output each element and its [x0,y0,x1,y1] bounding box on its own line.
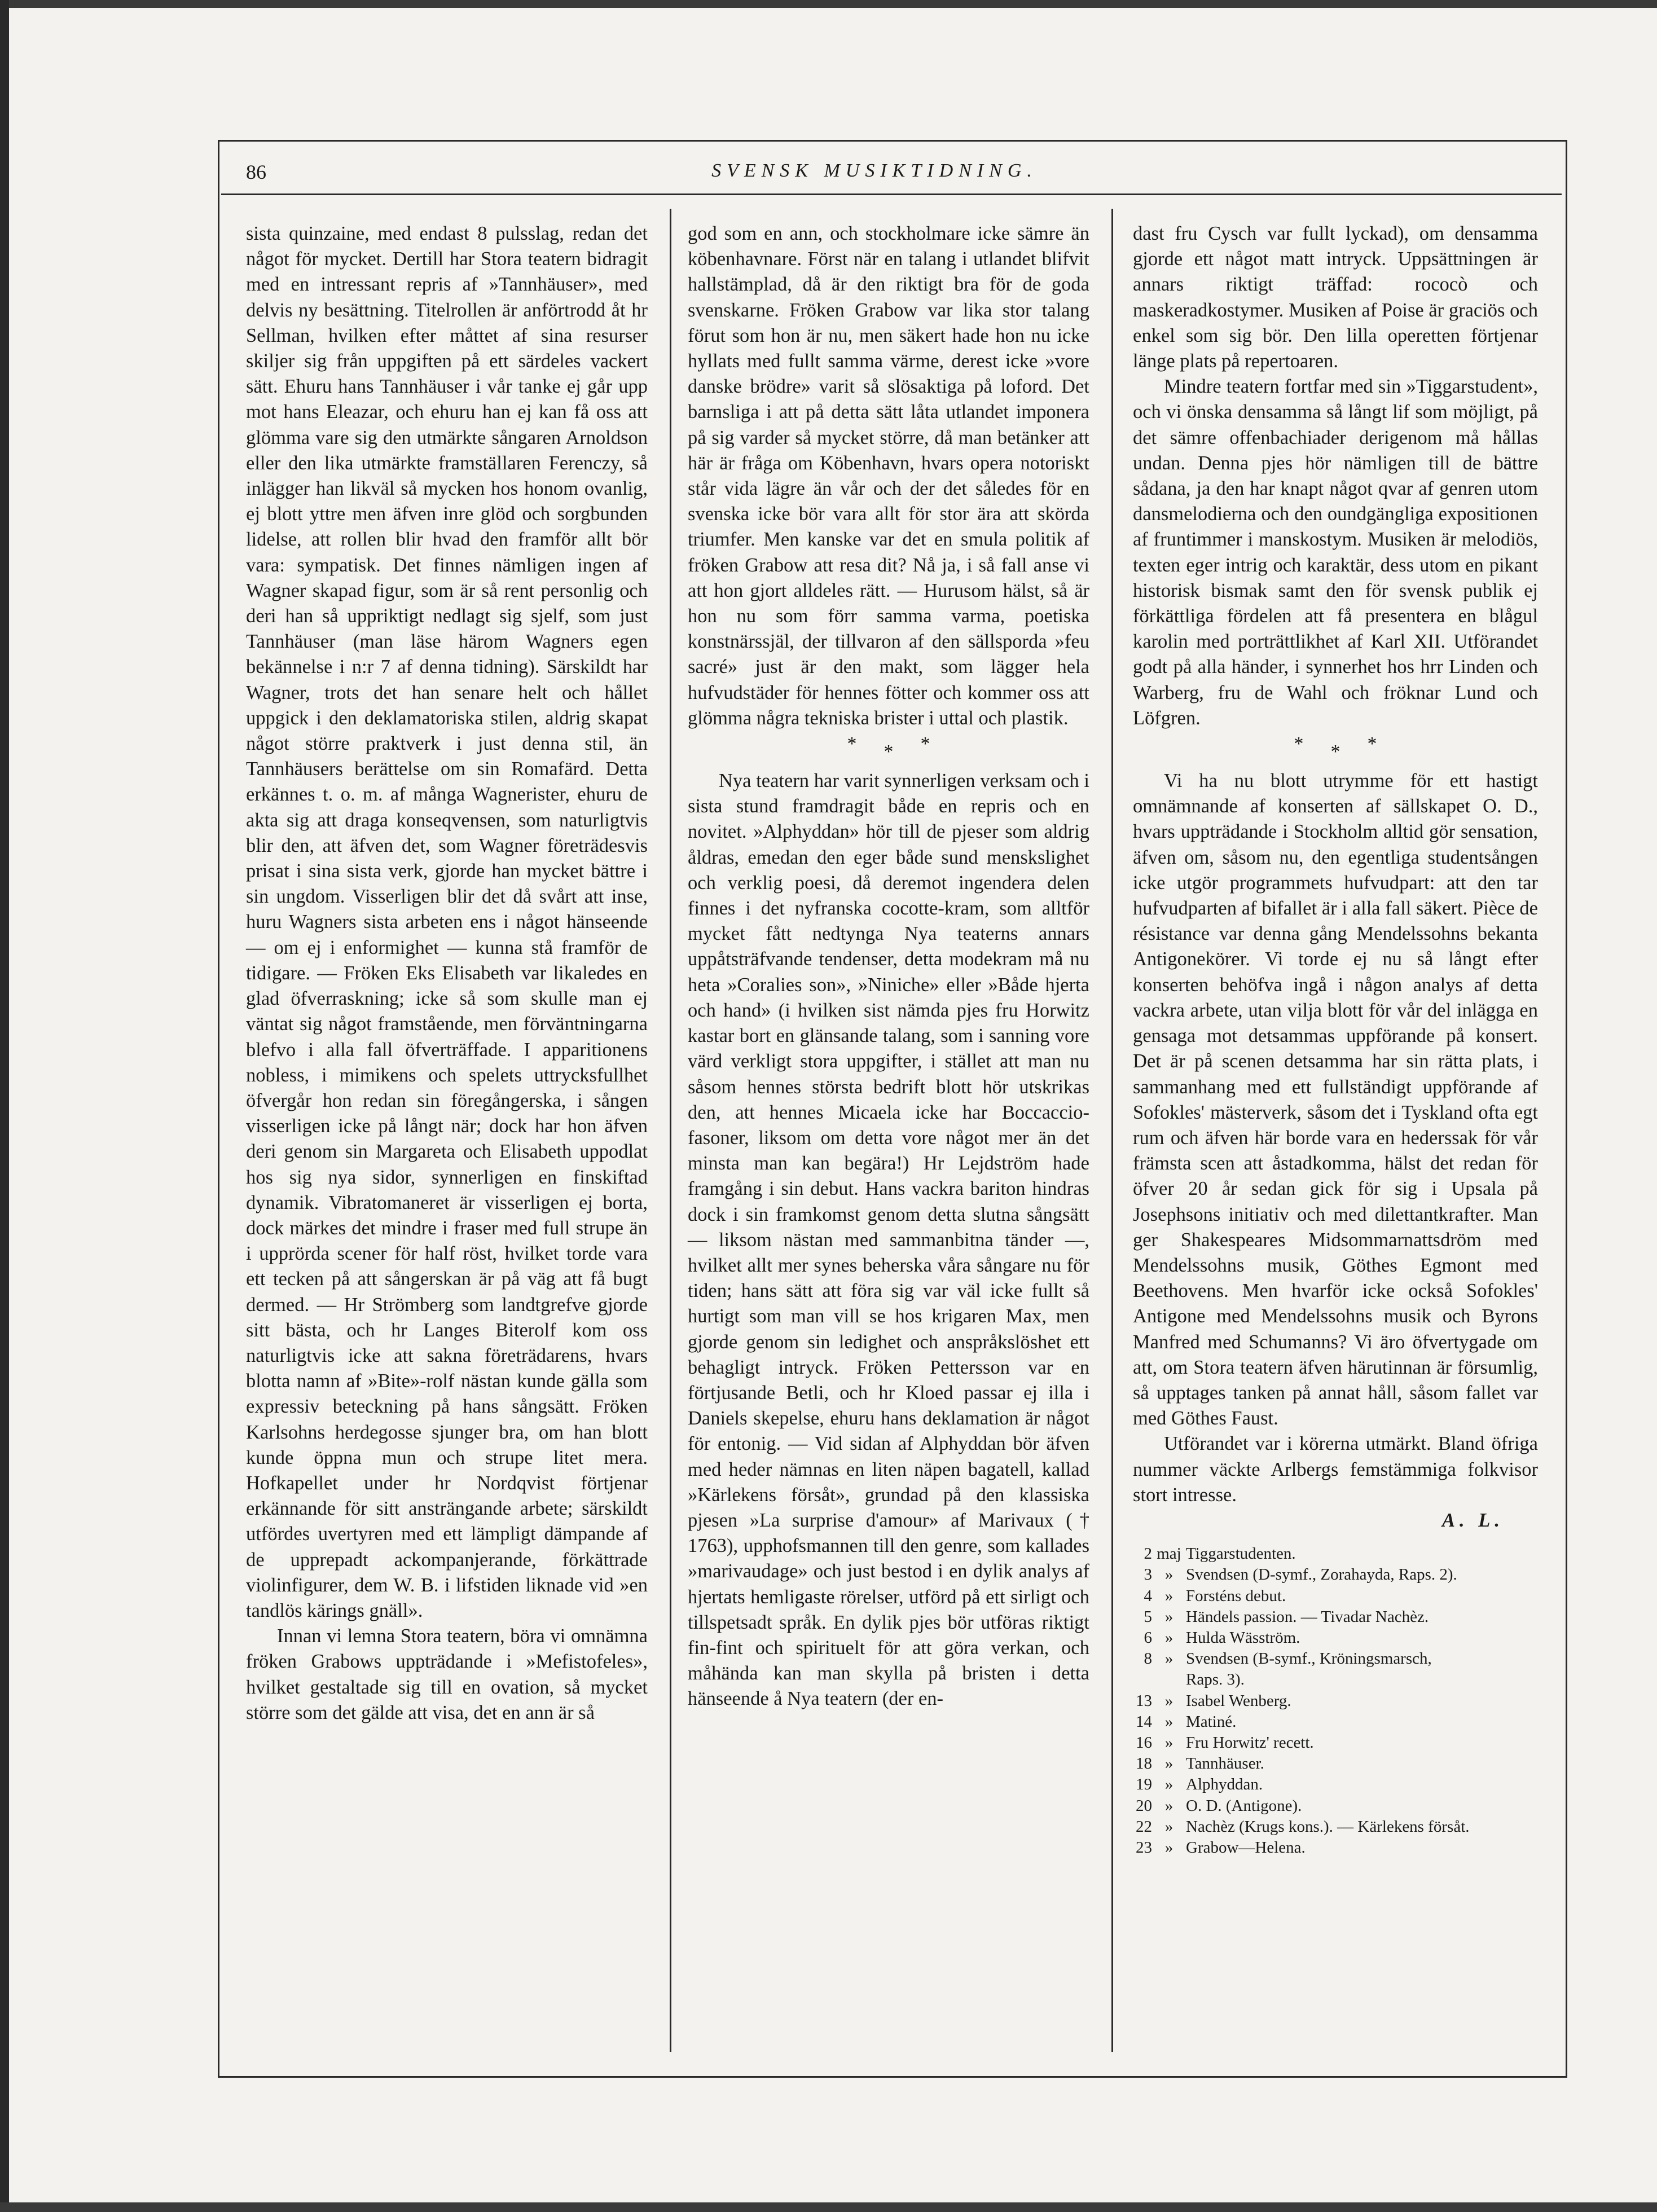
calendar-month: » [1164,1733,1173,1752]
calendar-day: 8 [1144,1650,1152,1668]
author-signature: A. L. [1442,1509,1504,1531]
calendar-month: » [1164,1712,1173,1731]
calendar-row [1133,1753,1538,1774]
section-stars [1133,731,1538,768]
calendar-row [1133,1628,1538,1648]
article-column-3 [1133,221,1538,1858]
calendar-row [1133,1796,1538,1817]
grabow-paragraph-cont: god som en ann, och stockholmare icke sämre än köbenhavnare. Först när en talang i utlandet blifvit hallstämplad, då är den riktigt bra för de goda svenskarne. Fröken Grabow var lika stor talang förut som hon är nu, men säkert hade hon nu icke hyllats med fullt samma värme, derest icke »vore danske brödre» varit så slösaktiga på loford. Det barnsliga i att på detta sätt låta utlandet imponera på sig varder så mycket större, då man betänker att här är fråga om Köbenhavn, hvars opera notoriskt står vida lägre än vår och der det således för en svenska icke bör vara allt för stor ära att skörda triumfer. Men kanske var det en smula politik af fröken Grabow att resa dit? Nå ja, i så fall anse vi att hon gjort alldeles rätt. — Hurusom hälst, så är hon nu som förr samma varma, poetiska konstnärssjäl, der tillvaron af den sällsporda »feu sacré» just är den makt, som lägger hela hufvudstäder för hennes fötter och kommer oss att glömma några tekniska brister i uttal och plastik. [688,223,1089,729]
scan-edge-bottom [0,2202,1657,2212]
calendar-month: » [1164,1754,1173,1773]
page-number: 86 [246,161,266,183]
calendar-row-continuation [1133,1669,1538,1690]
star: * [1330,741,1340,763]
calendar-row [1133,1564,1538,1585]
calendar-day: 23 [1136,1839,1152,1857]
calendar-month: maj [1157,1545,1181,1563]
calendar-day: 14 [1136,1712,1152,1731]
calendar-month: » [1164,1607,1173,1626]
calendar-event: Grabow—Helena. [1186,1839,1306,1857]
calendar-day: 16 [1136,1733,1152,1752]
column-rule-2 [1111,209,1113,2052]
calendar-event: Händels passion. — Tivadar Nachèz. [1186,1607,1429,1626]
calendar-row [1133,1712,1538,1732]
calendar-event-continuation: Raps. 3). [1186,1670,1245,1689]
calendar-month: » [1164,1796,1173,1815]
calendar-row [1133,1648,1538,1669]
grabow-paragraph-start: Innan vi lemna Stora teatern, böra vi omnämna fröken Grabows uppträdande i »Mefistofeles», hvilket gestaltade sig till en ovation, så mycket större som det gälde att visa, det en ann är så [246,1625,648,1723]
article-column-2 [688,221,1089,1712]
calendar-row [1133,1543,1538,1564]
calendar-event: Svendsen (D-symf., Zorahayda, Raps. 2). [1186,1565,1457,1584]
nya-teatern-paragraph-cont: dast fru Cysch var fullt lyckad), om densamma gjorde ett något matt intryck. Uppsättningen är annars riktigt träffad: rococò och maskeradkostymer. Musiken af Poise är graciös och enkel som sig bör. Den lilla operetten förtjenar länge plats på repertoaren. [1133,223,1538,372]
calendar-row [1133,1837,1538,1858]
scan-edge-top [0,0,1657,8]
calendar-day: 5 [1144,1607,1152,1626]
calendar-event: Alphyddan. [1186,1775,1263,1794]
calendar-event: Isabel Wenberg. [1186,1691,1291,1710]
calendar-day: 22 [1136,1817,1152,1836]
calendar-month: » [1164,1586,1173,1605]
calendar-row [1133,1732,1538,1753]
calendar-row [1133,1586,1538,1607]
star: * [1294,733,1304,755]
calendar-event: Hulda Wäsström. [1186,1628,1300,1647]
calendar-day: 2 [1144,1545,1152,1563]
calendar-month: » [1164,1839,1173,1857]
calendar-row [1133,1817,1538,1837]
header-rule [221,194,1562,195]
calendar-event: Matiné. [1186,1712,1237,1731]
calendar-event: Tiggarstudenten. [1186,1545,1296,1563]
calendar-event: O. D. (Antigone). [1186,1796,1302,1815]
calendar-day: 6 [1144,1628,1152,1647]
performance-calendar [1133,1543,1538,1858]
calendar-day: 18 [1136,1754,1152,1773]
calendar-event: Fru Horwitz' recett. [1186,1733,1314,1752]
calendar-month: » [1164,1565,1173,1584]
calendar-row [1133,1691,1538,1712]
calendar-day: 4 [1144,1586,1152,1605]
star: * [1367,733,1377,755]
calendar-row [1133,1774,1538,1795]
stora-teatern-paragraph: sista quinzaine, med endast 8 pulsslag, redan det något för mycket. Dertill har Stora teatern bidragit med en intressant repris af »Tannhäuser», med delvis ny besättning. Titelrollen är anförtrodd åt hr Sellman, hvilken efter måttet af sina resurser skiljer sig från uppgiften på ett särdeles vackert sätt. Ehuru hans Tannhäuser i vår tanke ej går upp mot hans Eleazar, och ehuru han ej kan få oss att glömma vare sig den utmärkte sångaren Arnoldson eller den lika utmärkte framställaren Ferenczy, så inlägger han likväl så mycken hos honom ovanlig, ej blott yttre men äfven inre glöd och sorgbunden lidelse, att rollen blir hvad den framför allt bör vara: sympatisk. Det finnes nämligen ingen af Wagner skapad figur, som är så rent personlig och deri han så uppriktigt nedlagt sig sjelf, som just Tannhäuser (man läse härom Wagners egen bekännelse i n:r 7 af denna tidning). Särskildt har Wagner, trots det han senare helt och hållet uppgick i den deklamatoriska stilen, aldrig skapat något större praktverk i just denna stil, än Tannhäusers berättelse om sin Romafärd. Detta erkännes t. o. m. af många Wagnerister, ehuru de akta sig att draga konseqvensen, som naturligtvis blir den, att äfven det, som Wagner företrädesvis prisat i sina sista verk, gjorde han mycket bättre i sin ungdom. Visserligen blir det då svårt att inse, huru Wagners sista arbeten ens i något hänseende — om ej i enformighet — kunna stå framför de tidigare. — Fröken Eks Elisabeth var likaledes en glad öfverraskning; icke så som skulle man ej väntat sig något framstående, men förväntningarna blefvo i alla fall öfverträffade. I apparitionens nobless, i mimikens och spelets uttrycksfullhet öfvergår hon redan sin föregångerska, i sången visserligen icke på långt när; dock har hon äfven deri genom sin Margareta och Elisabeth uppodlat hos sig nya sidor, synnerligen en finskiftad dynamik. Vibratomaneret är visserligen ej borta, dock märkes det mindre i fraser med full strupe än i upprörda scener för half röst, hvilket torde vara ett tecken på att sångerskan är på väg att få bugt dermed. — Hr Strömberg som landtgrefve gjorde sitt bästa, och hr Langes Biterolf kom oss naturligtvis icke att sakna företrädarens, hvars blotta namn af »Bite»-rolf nästan kunde gälla som expressiv beteckning på hans sångsätt. Fröken Karlsohns herdegosse sjunger bra, om han blott kunde öppna mun och strupe litet mera. Hofkapellet under hr Nordqvist förtjenar erkännande för sitt ansträngande arbete; särskildt utfördes uvertyren med ett lämpligt dämpande af de upprepadt ackompanjerande, förkättrade violinfigurer, dem W. B. i lifstiden liknade vid »en tandlös kärings gnäll». [246,223,648,1621]
calendar-month: » [1164,1650,1173,1668]
column-rule-1 [670,209,671,2052]
calendar-event: Tannhäuser. [1186,1754,1264,1773]
star: * [847,733,857,755]
calendar-day: 19 [1136,1775,1152,1794]
article-column-1 [246,221,648,1726]
star: * [884,741,894,763]
scan-edge-left [0,0,9,2212]
calendar-row [1133,1607,1538,1628]
calendar-event: Forsténs debut. [1186,1586,1286,1605]
calendar-month: » [1164,1775,1173,1794]
od-concert-paragraph: Vi ha nu blott utrymme för ett hastigt omnämnande af konserten af sällskapet O. D., hvars uppträdande i Stockholm alltid gör sensation, äfven om, såsom nu, den egentliga studentsången icke utgör programmets hufvudpart: att den tar hufvudparten af bifallet är i alla fall säkert. Pièce de résistance var denna gång Mendelssohns bekanta Antigonekörer. Vi torde ej nu så långt efter konserten behöfva ingå i någon analys af detta vackra arbete, utan vilja blott för vår del inlägga en gensaga mot detsammas uppförande på konsert. Det är på scenen detsamma har sin rätta plats, i sammanhang med ett fullständigt uppförande af Sofokles' mästerverk, såsom det i Tyskland ofta egt rum och äfven här borde vara en hederssak för vår främsta scen att åstadkomma, hälst det redan för öfver 20 år sedan gick för sig i Upsala på Josephsons initiativ och med dilettantkrafter. Man ger Shakespeares Midsommarnattsdröm med Mendelssohns musik, Göthes Egmont med Beethovens. Men hvarför icke också Sofokles' Antigone med Mendelssohns musik och Byrons Manfred med Schumanns? Vi äro öfvertygade om att, om Stora teatern äfven härutinnan är försumlig, så upptages tanken på annat håll, såsom fallet var med Göthes Faust. [1133,770,1538,1430]
calendar-day: 13 [1136,1691,1152,1710]
section-stars [688,731,1089,768]
calendar-day: 3 [1144,1565,1152,1584]
calendar-event: Nachèz (Krugs kons.). — Kärlekens försåt. [1186,1817,1470,1836]
calendar-day: 20 [1136,1796,1152,1815]
calendar-month: » [1164,1691,1173,1710]
running-title: SVENSK MUSIKTIDNING. [711,160,1038,181]
star: * [920,733,930,755]
calendar-month: » [1164,1817,1173,1836]
nya-teatern-paragraph: Nya teatern har varit synnerligen verksam och i sista stund framdragit både en repris och en novitet. »Alphyddan» hör till de pjeser som aldrig åldras, emedan den eger både sund menskslighet och verklig poesi, då deremot ingendera delen finnes i det nyfranska cocotte-kram, som alltför mycket fått nedtynga Nya teaterns annars uppåtsträfvande tendenser, detta modekram må nu heta »Coralies son», »Niniche» eller »Både hjerta och hand» (i hvilken sist nämda pjes fru Horwitz kastar bort en glänsande talang, som i sanning vore värd verkligt stora uppgifter, i stället att man nu såsom hennes största bedrift blott hör utskrikas den, att hennes Micaela icke har Boccaccio-fasoner, liksom om detta vore något mer än det minsta man kan begära!) Hr Lejdström hade framgång i sin debut. Hans vackra bariton hindras dock i sin framkomst genom detta slutna sångsätt — liksom nästan med sammanbitna tänder —, hvilket allt mer synes beherska våra sångare nu för tiden; hans sätt att föra sig var väl icke fullt så hurtigt som man vill se hos krigaren Max, men gjorde genom sin ledighet och anspråkslöshet ett behagligt intryck. Fröken Pettersson var en förtjusande Betli, och hr Kloed passar ej illa i Daniels skepelse, ehuru hans deklamation är något för entonig. — Vid sidan af Alphyddan bör äfven med heder nämnas en liten näpen bagatell, kallad »Kärlekens försåt», grundad på den klassiska pjesen »La surprise d'amour» af Marivaux († 1763), upphofsmannen till den genre, som kallades »marivaudage» och just bestod i en dylik analys af hjertats hemligaste rörelser, utförd på ett sirligt och tillspetsadt språk. En dylik pjes bör utföras riktigt fin-fint och spirituelt för att göra verkan, och måhända kan man skylla på bristen i detta hänseende å Nya teatern (der en- [688,770,1089,1710]
closing-paragraph: Utförandet var i körerna utmärkt. Bland öfriga nummer väckte Arlbergs femstämmiga folkvisor stort intresse. [1133,1433,1538,1506]
mindre-teatern-paragraph: Mindre teatern fortfar med sin »Tiggarstudent», och vi önska densamma så långt lif som möjligt, på det sämre offenbachiader derigenom må hållas undan. Denna pjes hör nämligen till de bättre sådana, ja den har knapt något qvar af genren utom dansmelodierna och den oundgängliga expositionen af fruntimmer i manskostym. Musiken är melodiös, texten eger intrig och karaktär, dess utom en pikant historisk bismak samt den för svensk publik ej förkättliga fördelen att få presentera en blågul karolin med porträttlikhet af Karl XII. Utförandet godt på alla händer, i synnerhet hos hrr Linden och Warberg, fru de Wahl och fröknar Lund och Löfgren. [1133,376,1538,729]
calendar-event: Svendsen (B-symf., Kröningsmarsch, [1186,1650,1432,1668]
calendar-month: » [1164,1628,1173,1647]
